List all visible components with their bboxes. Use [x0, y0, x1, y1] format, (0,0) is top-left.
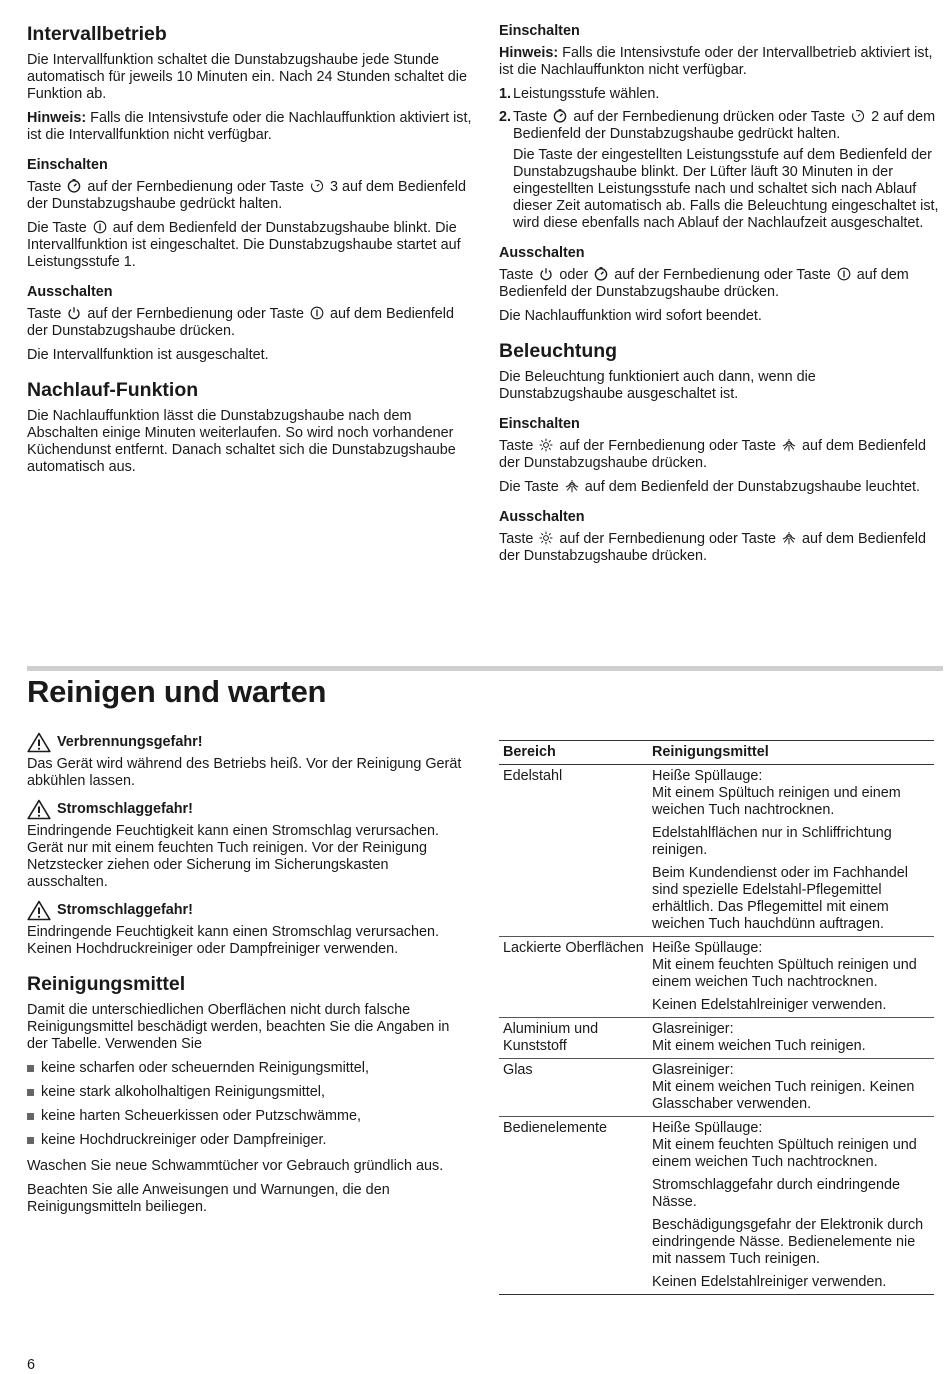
table-cell-area: Aluminium und Kunststoff — [499, 1018, 648, 1059]
reinigungsmittel-intro: Damit die unterschiedlichen Oberflächen nicht durch falsche Reinigungsmittel beschädigt werden, beachten Sie die Angaben in der Tabelle. Verwenden Sie — [27, 1002, 450, 1052]
note-text: Falls die Intensivstufe oder der Intervallbetrieb aktiviert ist, ist die Nachlauffunkton nicht verfügbar. — [499, 45, 933, 78]
table-row — [499, 1117, 934, 1295]
text: auf der Fernbedienung oder Taste — [559, 531, 776, 547]
lamp-icon — [782, 438, 796, 452]
section-heading-nachlauf: Nachlauf-Funktion — [27, 379, 199, 401]
cleaning-left-column — [27, 732, 473, 1223]
table-cell-area: Glas — [499, 1059, 648, 1117]
table-cell-agent — [648, 1018, 934, 1059]
text: Die Taste — [27, 220, 87, 236]
warning-icon — [27, 732, 51, 753]
reinigungsmittel-p3: Beachten Sie alle Anweisungen und Warnungen, die den Reinigungsmitteln beiliegen. — [27, 1182, 390, 1215]
sun-icon — [539, 438, 553, 452]
light-on-heading: Einschalten — [499, 416, 580, 432]
table-cell-area: Edelstahl — [499, 765, 648, 937]
agent-paragraph: Stromschlaggefahr durch eindringende Nässe. — [652, 1177, 900, 1210]
light-off-instruction — [499, 531, 943, 565]
text: auf dem Bedienfeld der Dunstabzugshaube leuchtet. — [584, 479, 920, 495]
nachlauf-off-result: Die Nachlauffunktion wird sofort beendet. — [499, 308, 762, 324]
timer-panel-icon — [851, 109, 865, 123]
table-header: Bereich — [499, 741, 648, 765]
sun-icon — [539, 531, 553, 545]
nachlauf-off-heading: Ausschalten — [499, 245, 585, 261]
table-cell-agent — [648, 765, 934, 937]
left-column — [27, 22, 473, 483]
text: auf dem Bedienfeld der Dunstabzugshaube drücken. — [499, 531, 926, 564]
section-heading-beleuchtung: Beleuchtung — [499, 340, 618, 362]
section-heading-intervallbetrieb: Intervallbetrieb — [27, 23, 167, 45]
timer-panel-icon — [310, 179, 324, 193]
power-remote-icon — [539, 267, 553, 281]
agent-paragraph: Glasreiniger: Mit einem weichen Tuch reinigen. — [652, 1021, 866, 1054]
agent-paragraph: Beim Kundendienst oder im Fachhandel sind spezielle Edelstahl-Pflegemittel erhältlich. Das Pflegemittel mit einem weichen Tuch hauchdünn auftragen. — [652, 865, 908, 932]
table-cell-agent — [648, 1117, 934, 1295]
step-text: 2 auf dem Bedienfeld der Dunstabzugshaube gedrückt halten. — [513, 109, 936, 142]
power-remote-icon — [67, 306, 81, 320]
intervall-on-result — [27, 220, 473, 271]
text: Taste — [499, 531, 534, 547]
page-number: 6 — [27, 1357, 36, 1373]
text: auf der Fernbedienung oder Taste — [87, 306, 304, 322]
warning-title-text: Stromschlaggefahr! — [57, 801, 193, 817]
nachlauf-on-heading: Einschalten — [499, 23, 580, 39]
light-on-instruction — [499, 438, 943, 472]
step-text: Leistungsstufe wählen. — [513, 86, 660, 102]
table-header-row — [499, 741, 934, 765]
table-cell-area: Bedienelemente — [499, 1117, 648, 1295]
agent-paragraph: Edelstahlflächen nur in Schliffrichtung reinigen. — [652, 825, 892, 858]
step-number: 2. — [499, 109, 512, 125]
section-heading-reinigungsmittel: Reinigungsmittel — [27, 973, 186, 995]
timer-remote-icon — [67, 179, 81, 193]
agent-paragraph: Glasreiniger: Mit einem weichen Tuch reinigen. Keinen Glasschaber verwenden. — [652, 1062, 915, 1112]
intervall-intro: Die Intervallfunktion schaltet die Dunstabzugshaube jede Stunde automatisch für jeweils 10 Minuten ein. Nach 24 Stunden schaltet die Funktion ab. — [27, 52, 467, 102]
note-label: Hinweis: — [499, 45, 559, 61]
warning-title-text: Stromschlaggefahr! — [57, 902, 193, 918]
warning-title — [27, 732, 473, 753]
warning-icon — [27, 799, 51, 820]
text: auf dem Bedienfeld der Dunstabzugshaube drücken. — [499, 438, 926, 471]
table-row — [499, 937, 934, 1018]
text: auf der Fernbedienung oder Taste — [614, 267, 831, 283]
text: Taste — [27, 179, 62, 195]
warning-text: Eindringende Feuchtigkeit kann einen Stromschlag verursachen. Keinen Hochdruckreiniger oder Dampfreiniger verwenden. — [27, 924, 439, 957]
lamp-icon — [565, 479, 579, 493]
step-item — [499, 86, 943, 103]
text: Taste — [499, 267, 534, 283]
warning-block — [27, 732, 473, 790]
table-row — [499, 1059, 934, 1117]
text: auf der Fernbedienung oder Taste — [87, 179, 304, 195]
intervall-note — [27, 110, 473, 144]
intervall-on-heading: Einschalten — [27, 157, 108, 173]
agent-paragraph: Beschädigungsgefahr der Elektronik durch eindringende Nässe. Bedienelemente nie mit nassem Tuch reinigen. — [652, 1217, 924, 1267]
list-item: keine Hochdruckreiniger oder Dampfreiniger. — [27, 1132, 473, 1149]
power-panel-icon — [310, 306, 324, 320]
warning-title-text: Verbrennungsgefahr! — [57, 734, 203, 750]
warning-text: Das Gerät wird während des Betriebs heiß. Vor der Reinigung Gerät abkühlen lassen. — [27, 756, 462, 789]
light-on-result — [499, 479, 943, 496]
intervall-off-result: Die Intervallfunktion ist ausgeschaltet. — [27, 347, 269, 363]
warning-title — [27, 900, 473, 921]
list-item: keine harten Scheuerkissen oder Putzschwämme, — [27, 1108, 473, 1125]
note-label: Hinweis: — [27, 110, 87, 126]
page-title: Reinigen und warten — [27, 674, 327, 709]
table-header: Reinigungsmittel — [648, 741, 934, 765]
step-detail: Die Taste der eingestellten Leistungsstufe auf dem Bedienfeld der Dunstabzugshaube blinkt. Der Lüfter läuft 30 Minuten in der eingestellten Leistungsstufe nach und schaltet sich nach Ablauf dieser Zeit automatisch ab. Falls die Beleuchtung eingeschaltet ist, wird diese ebenfalls nach Ablauf der Nachlaufzeit ausgeschaltet. — [513, 147, 939, 231]
text: Taste — [499, 438, 534, 454]
light-off-heading: Ausschalten — [499, 509, 585, 525]
list-item: keine scharfen oder scheuernden Reinigungsmittel, — [27, 1060, 473, 1077]
step-item — [499, 109, 943, 232]
intervall-off-heading: Ausschalten — [27, 284, 113, 300]
nachlauf-text: Die Nachlauffunktion lässt die Dunstabzugshaube nach dem Abschalten einige Minuten weiterlaufen. So wird noch vorhandener Küchendunst entfernt. Danach schaltet sich die Dunstabzugshaube automatisch aus. — [27, 408, 456, 475]
warning-title — [27, 799, 473, 820]
cleaning-table-wrapper — [499, 740, 934, 1295]
step-number: 1. — [499, 86, 512, 102]
text: auf dem Bedienfeld der Dunstabzugshaube blinkt. Die Intervallfunktion ist eingeschaltet. Die Dunstabzugshaube startet auf Leistungsstufe 1. — [27, 220, 461, 270]
warning-block — [27, 900, 473, 958]
lamp-icon — [782, 531, 796, 545]
list-item: keine stark alkoholhaltigen Reinigungsmittel, — [27, 1084, 473, 1101]
timer-remote-icon — [553, 109, 567, 123]
table-cell-agent — [648, 937, 934, 1018]
intervall-on-instruction — [27, 179, 473, 213]
warning-block — [27, 799, 473, 891]
nachlauf-steps — [499, 86, 943, 232]
step-text: Taste — [513, 109, 548, 125]
text: oder — [559, 267, 589, 283]
warning-text: Eindringende Feuchtigkeit kann einen Stromschlag verursachen. Gerät nur mit einem feuchten Tuch reinigen. Vor der Reinigung Netzstecker ziehen oder Sicherung im Sicherungskasten ausschalten. — [27, 823, 439, 890]
table-cell-area: Lackierte Oberflächen — [499, 937, 648, 1018]
table-row — [499, 765, 934, 937]
nachlauf-note — [499, 45, 943, 79]
agent-paragraph: Heiße Spüllauge: Mit einem Spültuch reinigen und einem weichen Tuch nachtrocknen. — [652, 768, 901, 818]
intervall-off-instruction — [27, 306, 473, 340]
reinigungsmittel-p2: Waschen Sie neue Schwammtücher vor Gebrauch gründlich aus. — [27, 1158, 444, 1174]
warning-icon — [27, 900, 51, 921]
light-intro: Die Beleuchtung funktioniert auch dann, wenn die Dunstabzugshaube ausgeschaltet ist. — [499, 369, 816, 402]
table-row — [499, 1018, 934, 1059]
agent-paragraph: Heiße Spüllauge: Mit einem feuchten Spültuch reinigen und einem weichen Tuch nachtrocknen. — [652, 1120, 917, 1170]
power-panel-icon — [93, 220, 107, 234]
agent-paragraph: Keinen Edelstahlreiniger verwenden. — [652, 1274, 887, 1290]
note-text: Falls die Intensivstufe oder die Nachlauffunktion aktiviert ist, ist die Intervallfunktion nicht verfügbar. — [27, 110, 472, 143]
cleaning-table — [499, 740, 934, 1295]
text: Taste — [27, 306, 62, 322]
timer-remote-icon — [594, 267, 608, 281]
text: auf der Fernbedienung oder Taste — [559, 438, 776, 454]
right-column — [499, 22, 943, 572]
step-text: auf der Fernbedienung drücken oder Taste — [573, 109, 846, 125]
text: Die Taste — [499, 479, 559, 495]
text: 3 auf dem Bedienfeld der Dunstabzugshaube gedrückt halten. — [27, 179, 466, 212]
text: auf dem Bedienfeld der Dunstabzugshaube drücken. — [499, 267, 909, 300]
reinigungsmittel-list — [27, 1060, 473, 1149]
section-divider — [27, 666, 943, 671]
nachlauf-off-instruction — [499, 267, 943, 301]
agent-paragraph: Keinen Edelstahlreiniger verwenden. — [652, 997, 887, 1013]
agent-paragraph: Heiße Spüllauge: Mit einem feuchten Spültuch reinigen und einem weichen Tuch nachtrocknen. — [652, 940, 917, 990]
text: auf dem Bedienfeld der Dunstabzugshaube drücken. — [27, 306, 454, 339]
table-cell-agent — [648, 1059, 934, 1117]
table-body — [499, 765, 934, 1295]
power-panel-icon — [837, 267, 851, 281]
